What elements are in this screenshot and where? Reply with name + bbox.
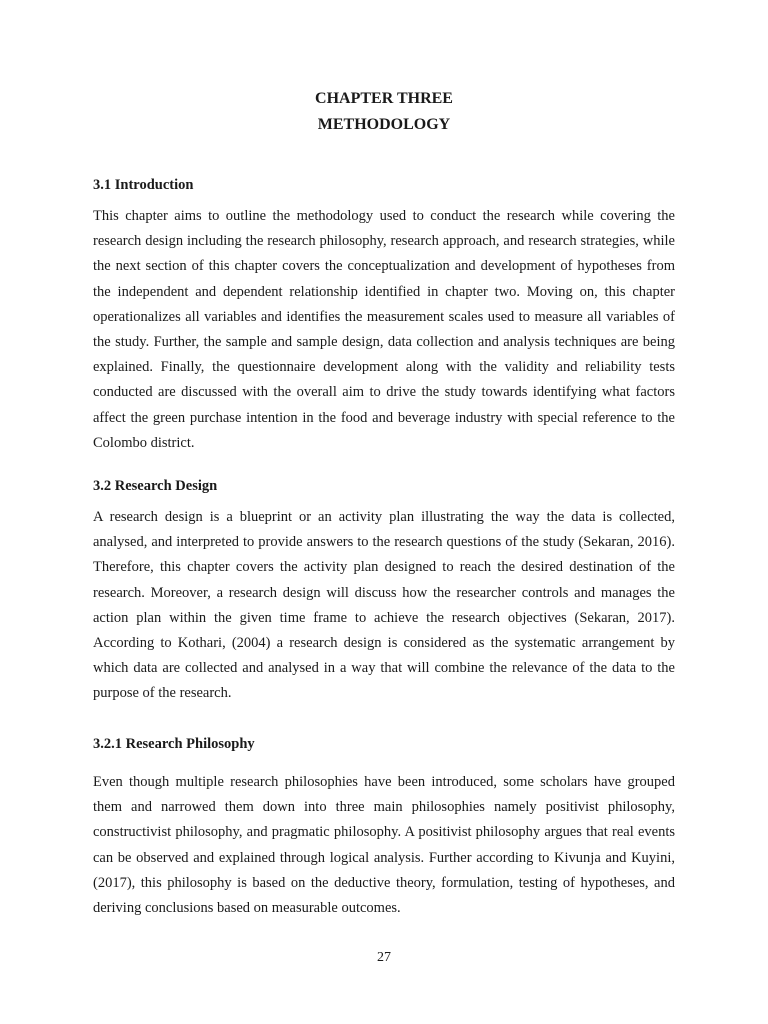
chapter-subtitle: METHODOLOGY — [317, 116, 451, 133]
section-heading-research-philosophy: 3.2.1 Research Philosophy — [93, 736, 255, 752]
paragraph-research-philosophy: Even though multiple research philosophies have been introduced, some scholars have grouped them and narrowed them down into three main philosophies namely positivist philosophy, constructivist philosophy, and pragmatic philosophy. A positivist philosophy argues that real events can be observed and explained through logical analysis. Further according to Kivunja and Kuyini, (2017), this philosophy is based on the deductive theory, formulation, testing of hypotheses, and deriving conclusions based on measurable outcomes. — [93, 774, 675, 917]
page-number: 27 — [377, 950, 391, 965]
paragraph-research-design: A research design is a blueprint or an activity plan illustrating the way the data is collected, analysed, and interpreted to provide answers to the research questions of the study (Sekaran, 2016). Therefore, this chapter covers the activity plan designed to reach the desired destination of the research. Moreover, a research design will discuss how the researcher controls and manages the action plan within the given time frame to achieve the research objectives (Sekaran, 2017). According to Kothari, (2004) a research design is considered as the systematic arrangement by which data are collected and analysed in a way that will combine the relevance of the data to the purpose of the research. — [93, 509, 675, 702]
section-heading-research-design: 3.2 Research Design — [93, 478, 218, 494]
chapter-title: CHAPTER THREE — [315, 90, 453, 107]
paragraph-introduction: This chapter aims to outline the methodology used to conduct the research while covering the research design including the research philosophy, research approach, and research strategies, while the next section of this chapter covers the conceptualization and development of hypotheses from the independent and dependent relationship identified in chapter two. Moving on, this chapter operationalizes all variables and identifies the measurement scales used to measure all variables of the study. Further, the sample and sample design, data collection and analysis techniques are being explained. Finally, the questionnaire development along with the validity and reliability tests conducted are discussed with the overall aim to drive the study towards identifying what factors affect the green purchase intention in the food and beverage industry with special reference to the Colombo district. — [93, 208, 675, 451]
section-heading-introduction: 3.1 Introduction — [93, 177, 194, 193]
